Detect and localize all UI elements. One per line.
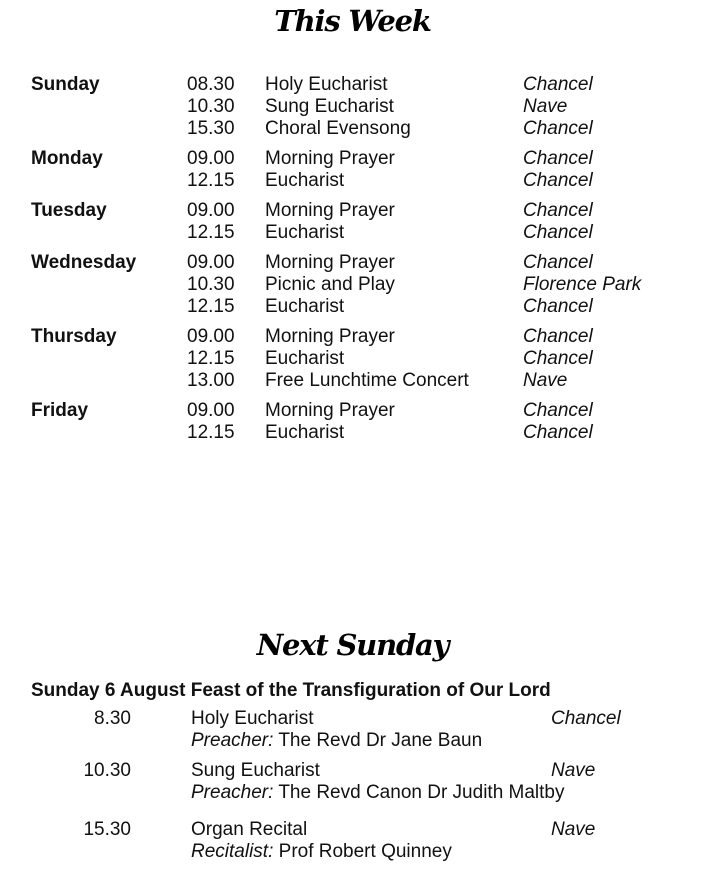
service-name: Morning Prayer	[265, 326, 395, 347]
service-role: Recitalist:	[191, 841, 274, 862]
service-row	[0, 252, 705, 274]
service-row	[0, 222, 705, 244]
service-time: 09.00	[187, 326, 235, 347]
service-location: Chancel	[523, 170, 593, 191]
service-time: 09.00	[187, 148, 235, 169]
service-name: Eucharist	[265, 222, 345, 243]
service-location: Chancel	[523, 400, 593, 421]
service-row	[0, 296, 705, 318]
service-location: Chancel	[523, 74, 593, 95]
service-name: Eucharist	[265, 296, 345, 317]
service-location: Chancel	[551, 708, 621, 729]
day-name: Thursday	[31, 326, 117, 347]
service-location: Chancel	[523, 326, 593, 347]
service-row	[0, 200, 705, 222]
service-name: Eucharist	[265, 170, 345, 191]
service-time: 10.30	[83, 760, 131, 781]
service-location: Chancel	[523, 222, 593, 243]
service-time: 10.30	[187, 274, 235, 295]
service-role-line	[191, 841, 452, 863]
service-row	[0, 148, 705, 170]
service-role: Preacher:	[191, 782, 274, 803]
service-name: Picnic and Play	[265, 274, 395, 295]
service-row	[0, 96, 705, 118]
service-row	[0, 422, 705, 444]
next-sunday-date-line: Sunday 6 August Feast of the Transfiguration of Our Lord	[31, 680, 551, 701]
service-time: 13.00	[187, 370, 235, 391]
service-time: 10.30	[187, 96, 235, 117]
service-time: 12.15	[187, 348, 235, 369]
service-location: Chancel	[523, 118, 593, 139]
service-location: Chancel	[523, 422, 593, 443]
service-location: Florence Park	[523, 274, 642, 295]
service-name: Organ Recital	[191, 819, 308, 840]
day-name: Monday	[31, 148, 103, 169]
service-time: 08.30	[187, 74, 235, 95]
service-time: 12.15	[187, 422, 235, 443]
service-time: 12.15	[187, 296, 235, 317]
service-name: Sung Eucharist	[191, 760, 320, 781]
service-location: Nave	[551, 819, 596, 840]
service-row	[0, 326, 705, 348]
day-name: Tuesday	[31, 200, 107, 221]
service-time: 09.00	[187, 400, 235, 421]
service-name: Morning Prayer	[265, 400, 395, 421]
service-name: Morning Prayer	[265, 148, 395, 169]
service-row	[0, 118, 705, 140]
service-time: 15.30	[83, 819, 131, 840]
service-time: 12.15	[187, 170, 235, 191]
service-location: Chancel	[523, 200, 593, 221]
service-row	[0, 170, 705, 192]
service-location: Chancel	[523, 296, 593, 317]
day-name: Wednesday	[31, 252, 137, 273]
service-role: Preacher:	[191, 730, 274, 751]
service-person: The Revd Dr Jane Baun	[278, 730, 483, 751]
service-name: Eucharist	[265, 422, 345, 443]
day-name: Sunday	[31, 74, 100, 95]
this-week-title: This Week	[274, 4, 431, 38]
service-person: Prof Robert Quinney	[278, 841, 452, 862]
service-time: 12.15	[187, 222, 235, 243]
service-location: Chancel	[523, 252, 593, 273]
service-time: 09.00	[187, 252, 235, 273]
service-row	[0, 74, 705, 96]
service-name: Morning Prayer	[265, 252, 395, 273]
service-time: 09.00	[187, 200, 235, 221]
service-location: Chancel	[523, 348, 593, 369]
service-location: Nave	[523, 96, 568, 117]
service-location: Nave	[551, 760, 596, 781]
service-time: 8.30	[94, 708, 131, 729]
service-row	[0, 370, 705, 392]
service-name: Sung Eucharist	[265, 96, 394, 117]
service-location: Chancel	[523, 148, 593, 169]
next-sunday-title: Next Sunday	[256, 628, 449, 662]
service-name: Eucharist	[265, 348, 345, 369]
service-name: Free Lunchtime Concert	[265, 370, 469, 391]
service-row	[0, 348, 705, 370]
service-name: Choral Evensong	[265, 118, 411, 139]
service-location: Nave	[523, 370, 568, 391]
service-row	[0, 274, 705, 296]
service-time: 15.30	[187, 118, 235, 139]
day-name: Friday	[31, 400, 89, 421]
service-name: Holy Eucharist	[191, 708, 314, 729]
service-row	[0, 400, 705, 422]
service-name: Morning Prayer	[265, 200, 395, 221]
service-role-line	[191, 730, 482, 752]
service-role-line	[191, 782, 565, 804]
service-name: Holy Eucharist	[265, 74, 388, 95]
service-person: The Revd Canon Dr Judith Maltby	[278, 782, 565, 803]
